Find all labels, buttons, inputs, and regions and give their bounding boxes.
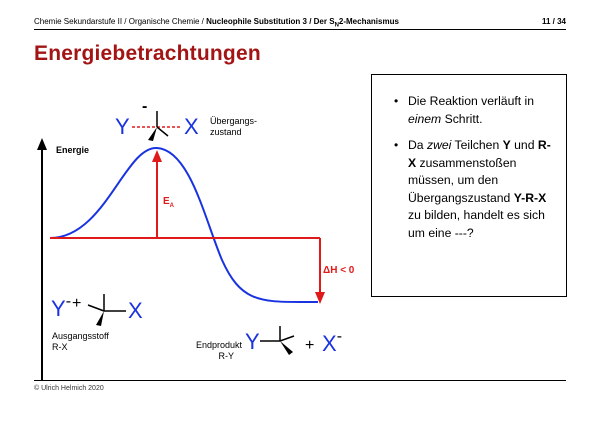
product-bond-right	[280, 336, 294, 341]
y-axis-label: Energie	[56, 145, 90, 155]
reactant-bond-left	[88, 305, 104, 311]
product-label: Endprodukt R-Y	[195, 340, 242, 361]
ts-nucleophile: Y	[115, 114, 130, 139]
y-axis-arrowhead	[37, 138, 47, 150]
enthalpy-label: ΔH < 0	[323, 265, 355, 276]
slide-footer: © Ulrich Helmich 2020	[34, 380, 566, 392]
reactant-label: Ausgangsstoff R-X	[52, 331, 109, 352]
transition-state-label: Übergangs- zustand	[210, 116, 258, 137]
product-wedge	[280, 341, 293, 355]
bullet-1: • Die Reaktion verläuft in einem Schritt.	[408, 93, 558, 128]
activation-energy-label: $E_A$	[163, 196, 175, 209]
reactant-wedge	[96, 311, 104, 326]
ts-bond-right	[157, 127, 168, 136]
slide-title: Energiebetrachtungen	[34, 42, 261, 65]
reactant-plus: +	[72, 295, 82, 312]
breadcrumb: Chemie Sekundarstufe II / Organische Chemie / Nucleophile Substitution 3 / Der $S_N2$-Mechanismus	[34, 17, 399, 29]
explanation-box	[371, 74, 567, 297]
ts-charge: -	[142, 98, 148, 115]
activation-arrowhead	[152, 150, 162, 162]
reactant-nucleophile: Y-	[51, 293, 72, 321]
reactant-leaving-group: X	[128, 298, 143, 323]
product-leaving-group: X-	[322, 328, 343, 356]
ts-leaving-group: X	[184, 114, 199, 139]
page-number: 11 / 34	[541, 17, 566, 26]
product-nucleophile: Y	[245, 329, 260, 354]
ts-wedge	[148, 127, 157, 141]
product-plus: +	[305, 337, 315, 354]
bullet-2: • Da zwei Teilchen Y und R-X zusammenstoßen müssen, um den Übergangszustand Y-R-X zu bilden, handelt es sich um eine ---?	[408, 137, 558, 242]
energy-curve	[50, 148, 318, 302]
